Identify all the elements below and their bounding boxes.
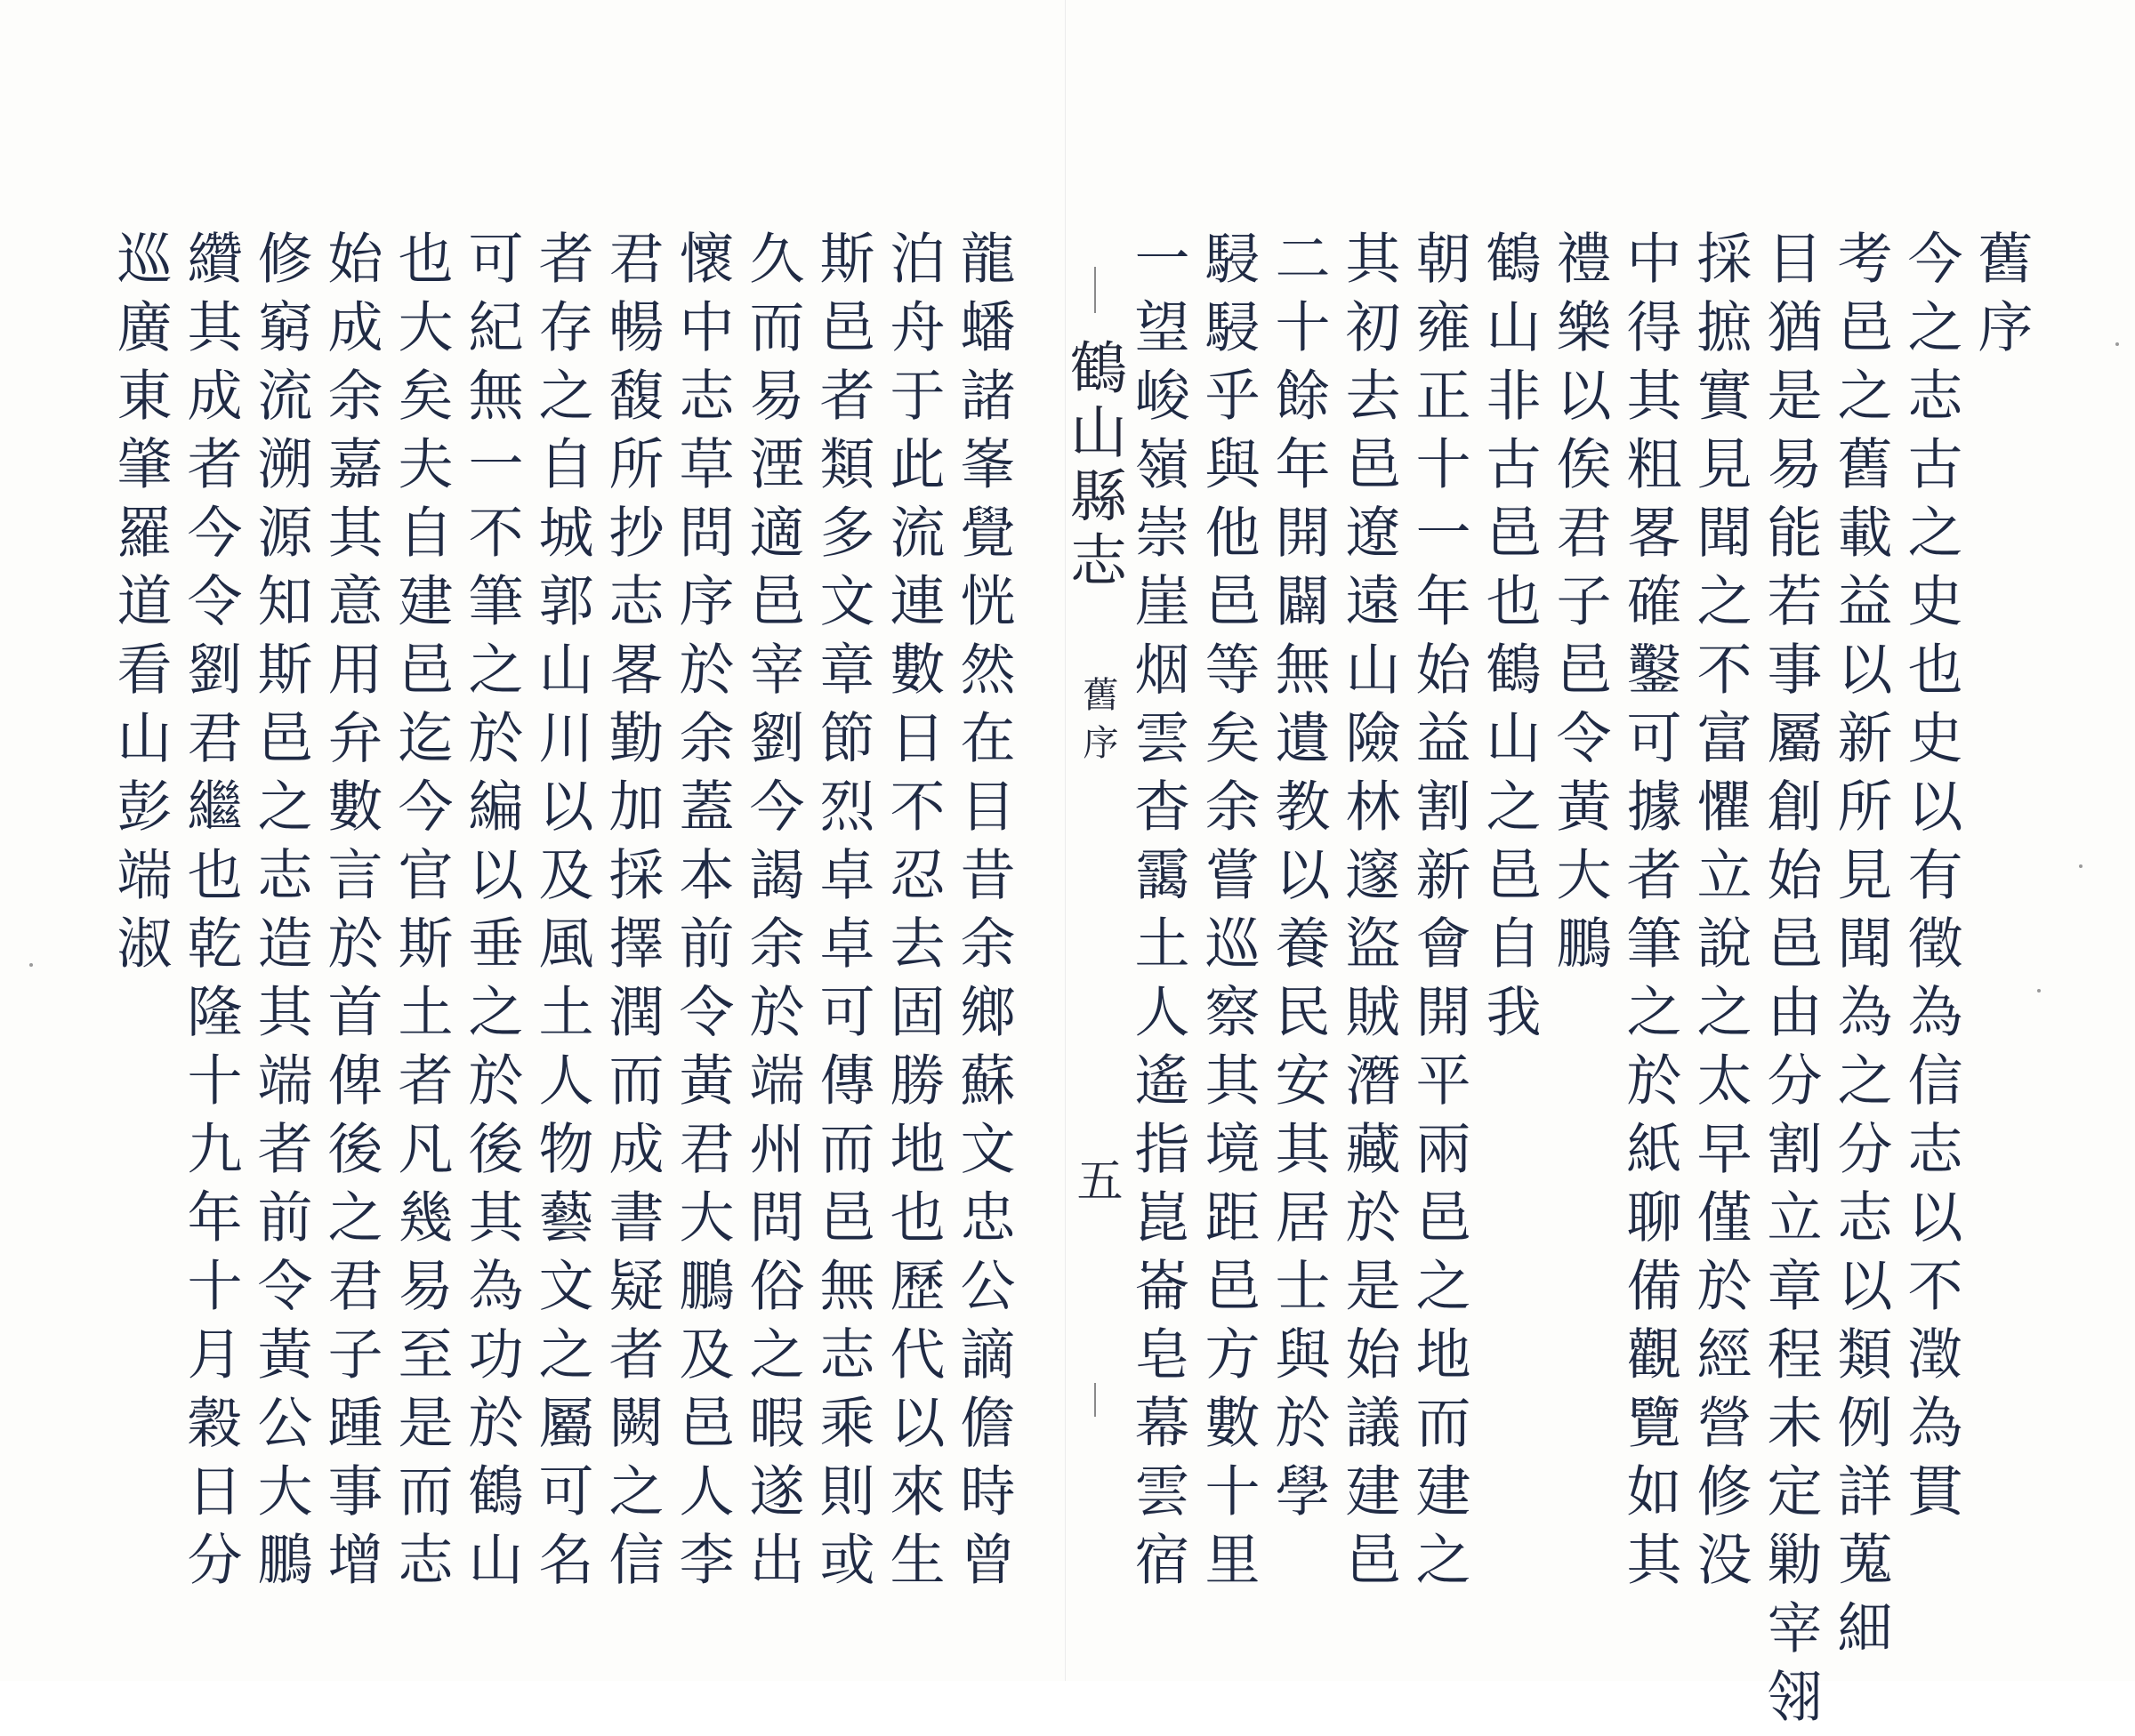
preface-line: 可紀無一不筆之於編以垂之於後其為功於鶴山 bbox=[459, 229, 524, 1599]
preface-line: 斯邑者類多文章節烈卓卓可傳而邑無志乘則或 bbox=[810, 229, 875, 1599]
preface-line: 採摭實見聞之不富懼立說之太早僅於經營修没 bbox=[1688, 229, 1752, 1599]
preface-line: 也大矣夫自建邑迄今官斯土者凡幾易至是而志 bbox=[389, 229, 454, 1599]
preface-line: 泊舟于此流連數日不忍去固勝地也歷代以來生 bbox=[881, 229, 946, 1599]
preface-line: 禮樂以俟君子邑令黃大鵬 bbox=[1547, 229, 1612, 983]
center-fold bbox=[1065, 0, 1066, 1681]
gutter-book-title: 鶴山縣志 bbox=[1060, 338, 1126, 594]
preface-line: 鶴山非古邑也鶴山之邑自我 bbox=[1477, 229, 1542, 1051]
page-number: 五 bbox=[1068, 1156, 1122, 1202]
gutter-section-label: 舊序 bbox=[1077, 676, 1118, 772]
preface-line: 久而易湮適邑宰劉今謁余於端州問俗之暇遂出 bbox=[740, 229, 805, 1599]
preface-line: 朝雍正十一年始益割新會開平兩邑之地而建之 bbox=[1406, 229, 1471, 1599]
preface-line: 懷中志草問序於余蓋本前令黃君大鵬及邑人李 bbox=[670, 229, 735, 1599]
scan-speck bbox=[2037, 989, 2041, 993]
preface-line: 考邑之舊載益以新所見聞為之分志以類例詳蒐細 bbox=[1828, 229, 1893, 1668]
preface-signature-line: 巡廣東肇羅道看山彭端淑 bbox=[108, 229, 173, 983]
preface-line: 目猶是易能若事屬創始邑由分割立章程未定勦宰翎 bbox=[1758, 229, 1823, 1736]
preface-line: 者存之自城郭山川以及風土人物藝文之屬可名 bbox=[529, 229, 594, 1599]
preface-line: 二十餘年開闢無遺教以養民安其居士與於學 bbox=[1266, 229, 1331, 1531]
preface-line: 始成余嘉其意用弁數言於首俾後之君子踵事增 bbox=[318, 229, 383, 1599]
preface-heading: 舊序 bbox=[1969, 229, 2034, 366]
scan-speck bbox=[2115, 342, 2119, 346]
preface-line: 一望峻嶺崇崖烟雲杳靄土人遙指崑崙皂幕雲宿 bbox=[1125, 229, 1190, 1599]
preface-line: 其初去邑遼遠山險林邃盜賊潛藏於是始議建邑 bbox=[1336, 229, 1401, 1599]
preface-line: 今之志古之史也史以有徵為信志以不澂為貫 bbox=[1898, 229, 1963, 1531]
scan-speck bbox=[2079, 864, 2083, 868]
scan-speck bbox=[29, 963, 33, 967]
preface-line: 中得其粗畧確鑿可據者筆之於紙聊備觀覽如其 bbox=[1617, 229, 1682, 1599]
gutter-top-mark bbox=[1094, 267, 1096, 313]
preface-line: 君暢馥所抄志畧勤加採擇潤而成書疑者闕之信 bbox=[600, 229, 665, 1599]
preface-line: 修窮流溯源知斯邑之志造其端者前令黃公大鵬 bbox=[248, 229, 313, 1599]
preface-line: 駸駸乎與他邑等矣余嘗巡察其境距邑方數十里 bbox=[1196, 229, 1261, 1599]
preface-line: 纘其成者今令劉君繼也乾隆十九年十月穀日分 bbox=[178, 229, 243, 1599]
gutter-bottom-mark bbox=[1094, 1383, 1096, 1417]
preface-line: 龍蟠諸峯覺恍然在目昔余鄉蘇文忠公謫儋時曾 bbox=[951, 229, 1016, 1599]
